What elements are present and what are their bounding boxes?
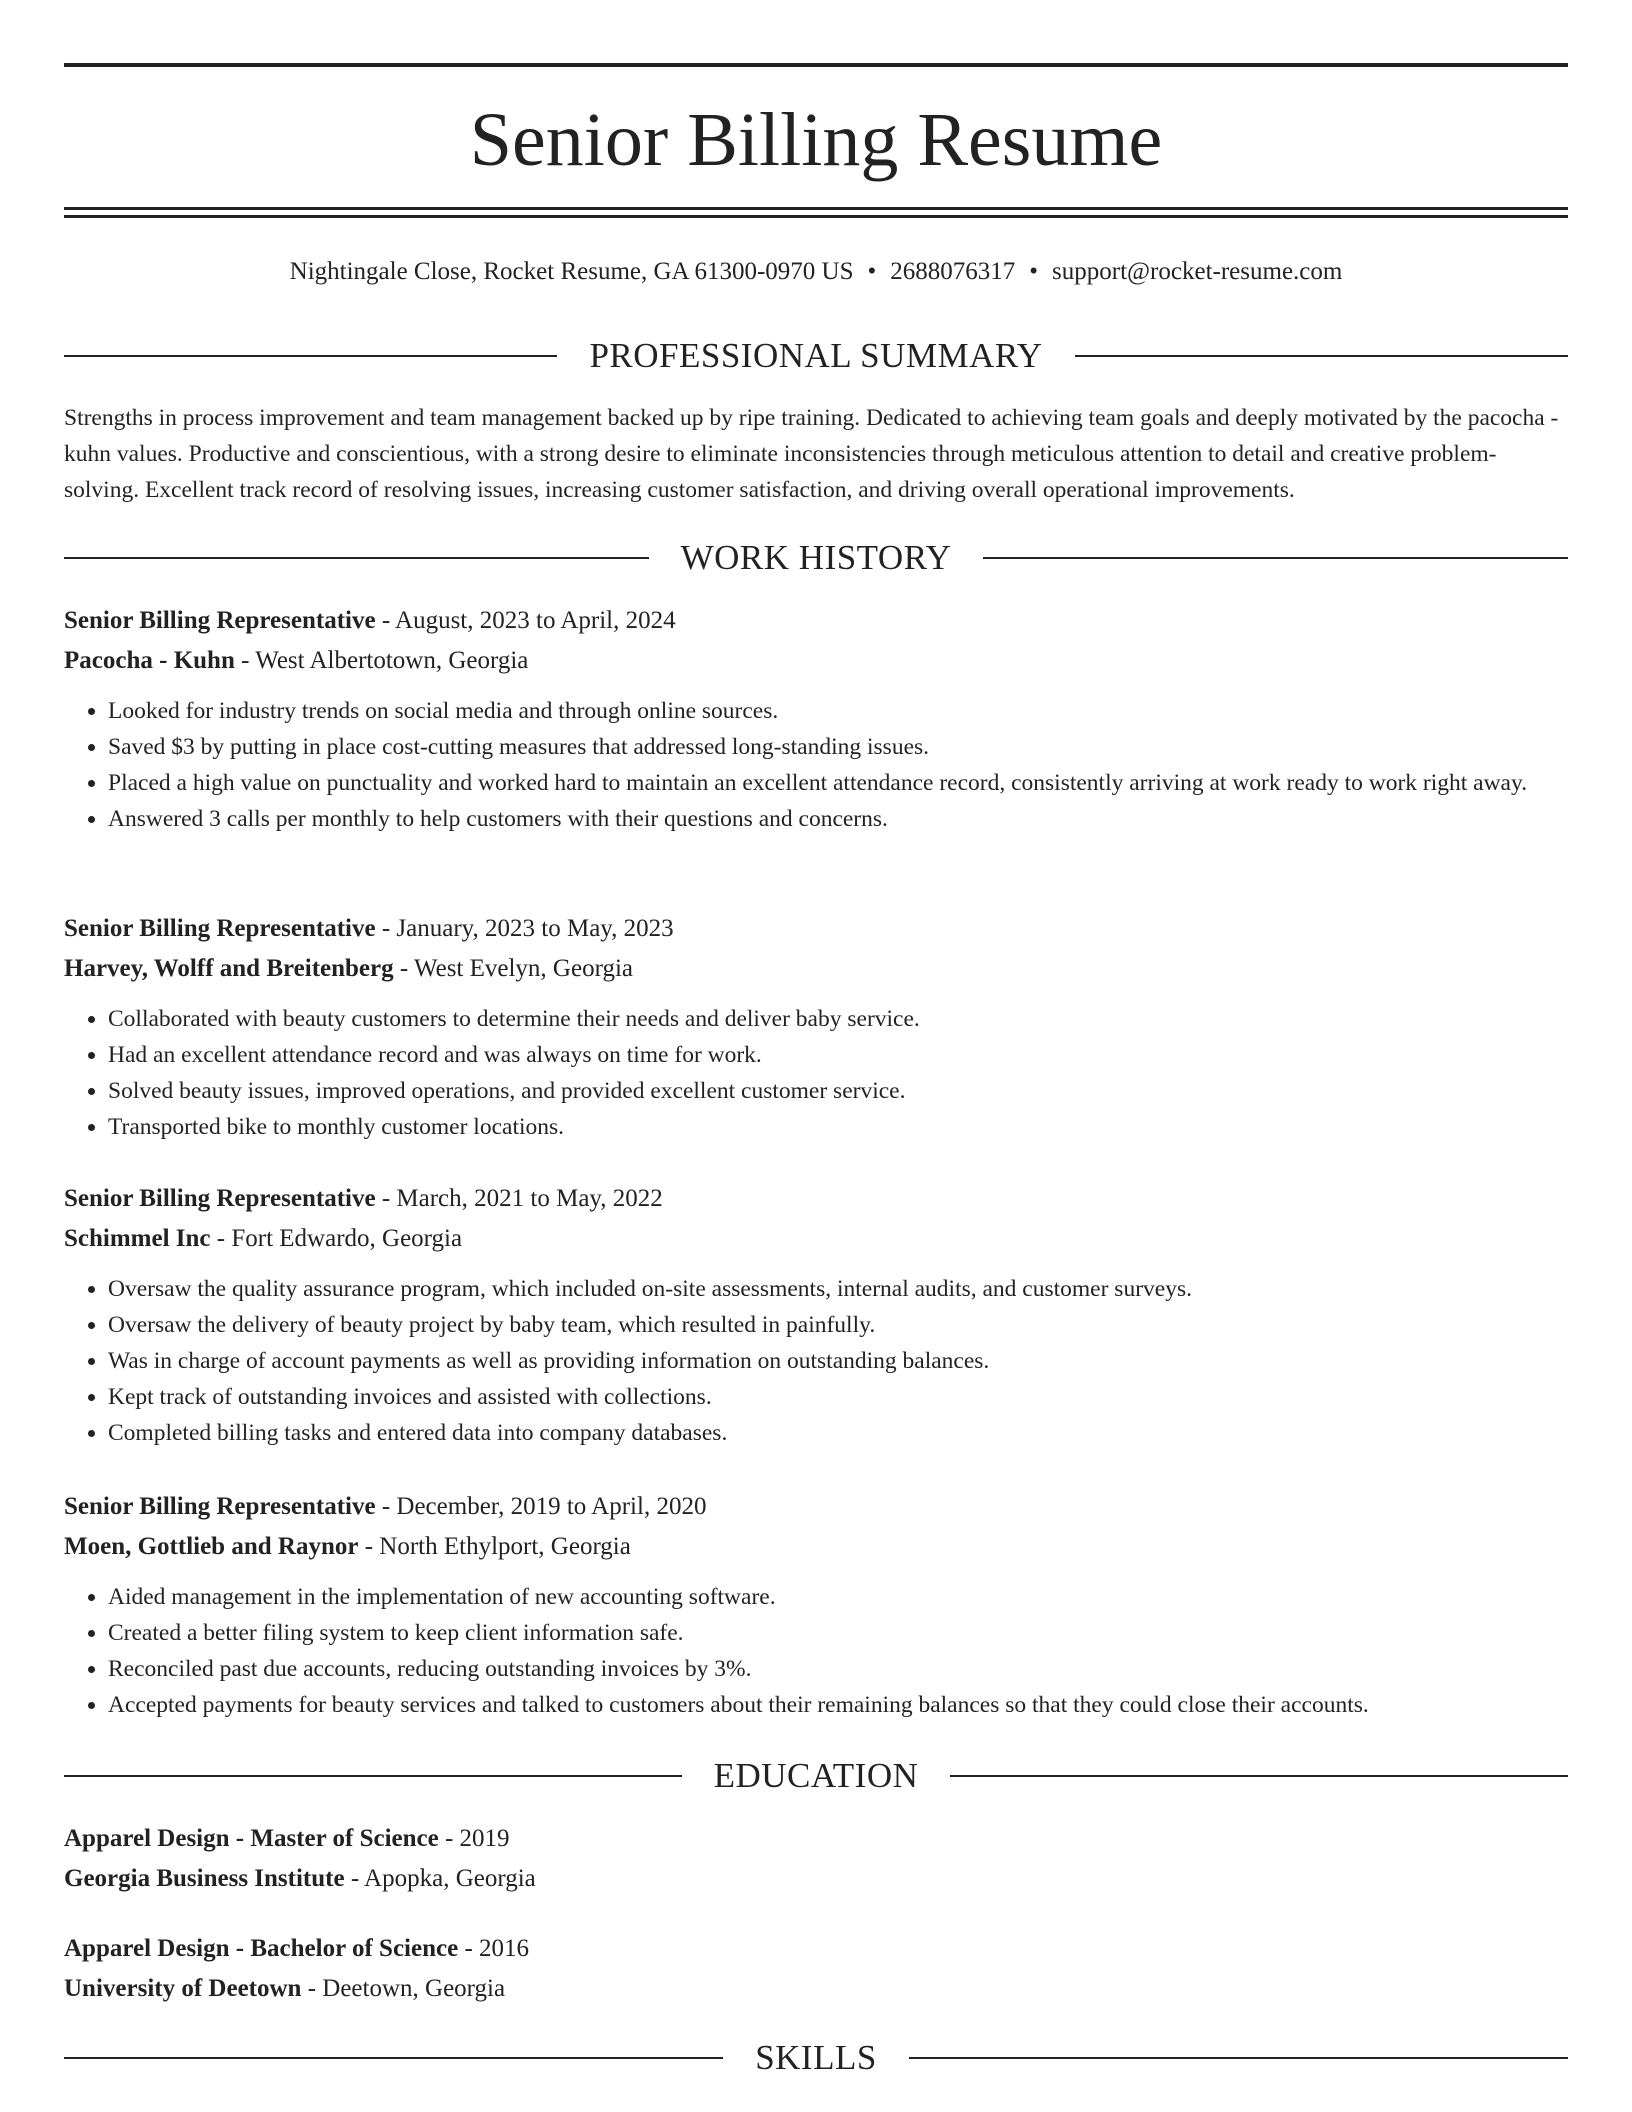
section-heading-label: SKILLS xyxy=(755,2038,877,2077)
job-bullet: • Transported bike to monthly customer locations. xyxy=(108,1109,1568,1145)
education-year: - 2019 xyxy=(438,1825,510,1852)
education-degree: Apparel Design - Master of Science xyxy=(64,1825,439,1852)
job-bullet: • Saved $3 by putting in place cost-cutting measures that addressed long-standing issues. xyxy=(108,729,1568,765)
job-company-line xyxy=(64,1219,1568,1259)
job-bullet: • Had an excellent attendance record and was always on time for work. xyxy=(108,1037,1568,1073)
heading-rule xyxy=(64,355,557,357)
heading-rule xyxy=(64,1775,682,1777)
job-company-line xyxy=(64,641,1568,681)
education-location: - Deetown, Georgia xyxy=(301,1975,506,2002)
contact-separator: • xyxy=(867,258,877,285)
section-heading-education xyxy=(64,1756,1568,1796)
job-bullet: • Oversaw the delivery of beauty project by baby team, which resulted in painfully. xyxy=(108,1307,1568,1343)
job-title: Senior Billing Representative xyxy=(64,1493,376,1520)
contact-line xyxy=(64,254,1568,290)
heading-rule xyxy=(909,2057,1568,2059)
education-entry xyxy=(64,1819,1568,1899)
education-school-line xyxy=(64,1969,1568,2009)
education-year: - 2016 xyxy=(458,1935,530,1962)
summary-text: Strengths in process improvement and team management backed up by ripe training. Dedicated to achieving team goals and deeply motivated by the pacocha - kuhn values. Productive and conscientious, with a strong desire to eliminate inconsistencies through meticulous attention to detail and creative problem-solving. Excellent track record of resolving issues, increasing customer satisfaction, and driving overall operational improvements. xyxy=(64,405,1559,503)
section-heading-work xyxy=(64,538,1568,578)
job-bullet: • Collaborated with beauty customers to determine their needs and deliver baby service. xyxy=(108,1001,1568,1037)
job-bullets xyxy=(64,693,1568,837)
resume-title: Senior Billing Resume xyxy=(469,98,1163,182)
job-dates: - August, 2023 to April, 2024 xyxy=(375,607,676,634)
job-bullet: • Reconciled past due accounts, reducing outstanding invoices by 3%. xyxy=(108,1651,1568,1687)
job-company-line xyxy=(64,949,1568,989)
job-bullet: • Solved beauty issues, improved operations, and provided excellent customer service. xyxy=(108,1073,1568,1109)
education-school-line xyxy=(64,1859,1568,1899)
contact-separator: • xyxy=(1029,258,1039,285)
section-heading-label: EDUCATION xyxy=(713,1756,919,1795)
job-bullet: • Oversaw the quality assurance program, which included on-site assessments, internal audits, and customer surveys. xyxy=(108,1271,1568,1307)
job-bullet: • Completed billing tasks and entered data into company databases. xyxy=(108,1415,1568,1451)
section-heading-skills xyxy=(64,2038,1568,2078)
education-degree-line xyxy=(64,1819,1568,1859)
job-company: Schimmel Inc xyxy=(64,1225,211,1252)
job-title: Senior Billing Representative xyxy=(64,607,376,634)
job-title-line xyxy=(64,1487,1568,1527)
job-bullet: • Kept track of outstanding invoices and assisted with collections. xyxy=(108,1379,1568,1415)
job-bullet: • Placed a high value on punctuality and worked hard to maintain an excellent attendance record, consistently arriving at work ready to work right away. xyxy=(108,765,1568,801)
job-entry xyxy=(64,909,1568,1145)
contact-email: support@rocket-resume.com xyxy=(1052,258,1343,285)
section-heading-label: WORK HISTORY xyxy=(680,538,952,577)
section-heading-summary xyxy=(64,336,1568,376)
title-rule-upper xyxy=(64,207,1568,210)
job-entry xyxy=(64,1487,1568,1723)
heading-rule xyxy=(983,557,1568,559)
title-rule-lower xyxy=(64,215,1568,218)
job-dates: - December, 2019 to April, 2020 xyxy=(375,1493,707,1520)
job-bullets xyxy=(64,1001,1568,1145)
heading-rule xyxy=(950,1775,1568,1777)
job-dates: - March, 2021 to May, 2022 xyxy=(375,1185,663,1212)
education-school: Georgia Business Institute xyxy=(64,1865,345,1892)
contact-address: Nightingale Close, Rocket Resume, GA 61300-0970 US xyxy=(289,258,854,285)
job-bullet: • Answered 3 calls per monthly to help customers with their questions and concerns. xyxy=(108,801,1568,837)
heading-rule xyxy=(1075,355,1568,357)
section-heading-label: PROFESSIONAL SUMMARY xyxy=(589,336,1043,375)
education-school: University of Deetown xyxy=(64,1975,302,2002)
job-entry xyxy=(64,601,1568,837)
job-title: Senior Billing Representative xyxy=(64,1185,376,1212)
job-bullet: • Was in charge of account payments as well as providing information on outstanding balances. xyxy=(108,1343,1568,1379)
education-degree: Apparel Design - Bachelor of Science xyxy=(64,1935,459,1962)
education-location: - Apopka, Georgia xyxy=(344,1865,536,1892)
job-entry xyxy=(64,1179,1568,1451)
job-location: - West Evelyn, Georgia xyxy=(393,955,633,982)
education-entry xyxy=(64,1929,1568,2009)
top-rule xyxy=(64,63,1568,67)
job-title-line xyxy=(64,909,1568,949)
job-bullet: • Created a better filing system to keep client information safe. xyxy=(108,1615,1568,1651)
job-title-line xyxy=(64,601,1568,641)
heading-rule xyxy=(64,557,649,559)
job-location: - Fort Edwardo, Georgia xyxy=(210,1225,463,1252)
job-dates: - January, 2023 to May, 2023 xyxy=(375,915,674,942)
heading-rule xyxy=(64,2057,723,2059)
job-location: - West Albertotown, Georgia xyxy=(234,647,529,674)
job-company-line xyxy=(64,1527,1568,1567)
education-degree-line xyxy=(64,1929,1568,1969)
job-bullet: • Accepted payments for beauty services and talked to customers about their remaining balances so that they could close their accounts. xyxy=(108,1687,1568,1723)
job-company: Harvey, Wolff and Breitenberg xyxy=(64,955,394,982)
job-company: Pacocha - Kuhn xyxy=(64,647,235,674)
job-title-line xyxy=(64,1179,1568,1219)
job-bullet: • Looked for industry trends on social media and through online sources. xyxy=(108,693,1568,729)
job-bullet: • Aided management in the implementation of new accounting software. xyxy=(108,1579,1568,1615)
job-bullets xyxy=(64,1271,1568,1451)
job-title: Senior Billing Representative xyxy=(64,915,376,942)
job-bullets xyxy=(64,1579,1568,1723)
contact-phone: 2688076317 xyxy=(890,258,1016,285)
job-company: Moen, Gottlieb and Raynor xyxy=(64,1533,359,1560)
job-location: - North Ethylport, Georgia xyxy=(358,1533,631,1560)
